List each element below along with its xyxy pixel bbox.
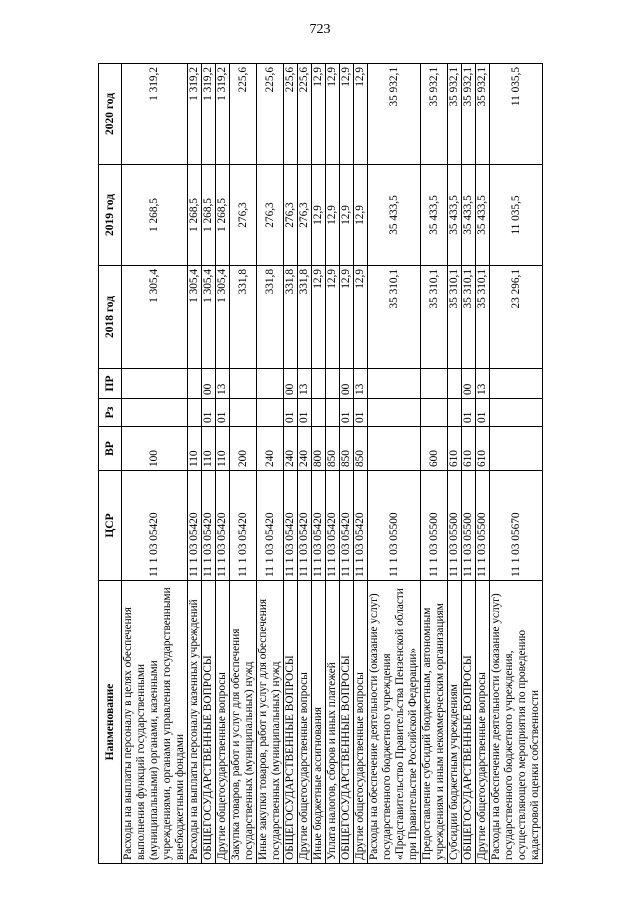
value-2019-cell: 35 433,5 — [476, 165, 490, 266]
csr-cell: 11 1 03 05420 — [326, 471, 340, 581]
header-rz: Рз — [99, 399, 122, 427]
value-2018-cell: 331,8 — [284, 266, 298, 369]
value-2020-cell: 35 932,1 — [368, 64, 421, 165]
name-cell: Закупка товаров, работ и услуг для обеспечения государственных (муниципальных) нужд — [230, 581, 257, 864]
vr-cell: 800 — [312, 427, 326, 471]
value-2019-cell: 12,9 — [340, 165, 354, 266]
pr-cell: 13 — [354, 369, 368, 399]
value-2019-cell: 276,3 — [284, 165, 298, 266]
csr-cell: 11 1 03 05500 — [448, 471, 462, 581]
rz-cell — [188, 399, 202, 427]
table-header-row — [99, 64, 122, 864]
value-2020-cell: 225,6 — [257, 64, 284, 165]
value-2018-cell: 35 310,1 — [448, 266, 462, 369]
pr-cell — [257, 369, 284, 399]
csr-cell: 11 1 03 05420 — [298, 471, 312, 581]
pr-cell — [230, 369, 257, 399]
table-row — [462, 64, 476, 864]
pr-cell: 00 — [284, 369, 298, 399]
csr-cell: 11 1 03 05420 — [354, 471, 368, 581]
value-2020-cell: 1 319,2 — [202, 64, 216, 165]
value-2020-cell: 12,9 — [354, 64, 368, 165]
value-2019-cell: 12,9 — [326, 165, 340, 266]
rz-cell: 01 — [354, 399, 368, 427]
vr-cell — [490, 427, 543, 471]
header-2020: 2020 год — [99, 64, 122, 165]
value-2019-cell: 276,3 — [257, 165, 284, 266]
value-2018-cell: 35 310,1 — [421, 266, 448, 369]
table-row — [188, 64, 202, 864]
value-2019-cell: 1 268,5 — [216, 165, 230, 266]
pr-cell: 00 — [340, 369, 354, 399]
name-cell: Расходы на обеспечение деятельности (оказание услуг) государственного бюджетного учреждения, осуществляющего мероприятия по проведению кадастровой оценки собственности — [490, 581, 543, 864]
pr-cell: 13 — [476, 369, 490, 399]
name-cell: ОБЩЕГОСУДАРСТВЕННЫЕ ВОПРОСЫ — [202, 581, 216, 864]
rz-cell — [326, 399, 340, 427]
value-2018-cell: 1 305,4 — [188, 266, 202, 369]
value-2018-cell: 1 305,4 — [202, 266, 216, 369]
header-csr: ЦСР — [99, 471, 122, 581]
value-2020-cell: 35 932,1 — [476, 64, 490, 165]
value-2019-cell: 35 433,5 — [462, 165, 476, 266]
vr-cell: 600 — [421, 427, 448, 471]
name-cell: Расходы на выплаты персоналу казенных учреждений — [188, 581, 202, 864]
pr-cell — [448, 369, 462, 399]
rz-cell — [448, 399, 462, 427]
csr-cell: 11 1 03 05420 — [202, 471, 216, 581]
table-row — [448, 64, 462, 864]
value-2019-cell: 12,9 — [312, 165, 326, 266]
header-vr: ВР — [99, 427, 122, 471]
name-cell: Другие общегосударственные вопросы — [216, 581, 230, 864]
csr-cell: 11 1 03 05420 — [188, 471, 202, 581]
value-2019-cell: 1 268,5 — [122, 165, 188, 266]
page-number: 723 — [309, 22, 331, 37]
rz-cell: 01 — [340, 399, 354, 427]
csr-cell: 11 1 03 05420 — [340, 471, 354, 581]
value-2018-cell: 12,9 — [312, 266, 326, 369]
value-2020-cell: 12,9 — [312, 64, 326, 165]
csr-cell: 11 1 03 05420 — [312, 471, 326, 581]
value-2018-cell: 12,9 — [326, 266, 340, 369]
value-2019-cell: 276,3 — [230, 165, 257, 266]
value-2020-cell: 1 319,2 — [216, 64, 230, 165]
table-row — [476, 64, 490, 864]
name-cell: Расходы на обеспечение деятельности (оказание услуг) государственного бюджетного учреждения «Представительство Правительства Пензенской области при Правительстве Российской Федерации» — [368, 581, 421, 864]
vr-cell: 610 — [448, 427, 462, 471]
table-row — [354, 64, 368, 864]
value-2020-cell: 35 932,1 — [462, 64, 476, 165]
value-2020-cell: 12,9 — [326, 64, 340, 165]
value-2018-cell: 35 310,1 — [476, 266, 490, 369]
csr-cell: 11 1 03 05500 — [421, 471, 448, 581]
rz-cell — [230, 399, 257, 427]
rz-cell — [490, 399, 543, 427]
name-cell: ОБЩЕГОСУДАРСТВЕННЫЕ ВОПРОСЫ — [284, 581, 298, 864]
name-cell: Другие общегосударственные вопросы — [298, 581, 312, 864]
value-2018-cell: 331,8 — [230, 266, 257, 369]
value-2020-cell: 35 932,1 — [421, 64, 448, 165]
vr-cell: 110 — [216, 427, 230, 471]
value-2020-cell: 225,6 — [298, 64, 312, 165]
rz-cell — [257, 399, 284, 427]
vr-cell: 240 — [257, 427, 284, 471]
value-2018-cell: 12,9 — [354, 266, 368, 369]
header-pr: ПР — [99, 369, 122, 399]
rz-cell: 01 — [462, 399, 476, 427]
vr-cell: 850 — [340, 427, 354, 471]
value-2018-cell: 331,8 — [257, 266, 284, 369]
pr-cell — [421, 369, 448, 399]
pr-cell — [368, 369, 421, 399]
csr-cell: 11 1 03 05420 — [230, 471, 257, 581]
value-2018-cell: 1 305,4 — [122, 266, 188, 369]
name-cell: Расходы на выплаты персоналу в целях обеспечения выполнения функций государственными (муниципальными) органами, казенными учреждениями, органами управления государственными внебюджетными фондами — [122, 581, 188, 864]
table-row — [340, 64, 354, 864]
pr-cell — [490, 369, 543, 399]
table-row — [257, 64, 284, 864]
value-2020-cell: 11 035,5 — [490, 64, 543, 165]
csr-cell: 11 1 03 05420 — [216, 471, 230, 581]
value-2019-cell: 11 035,5 — [490, 165, 543, 266]
pr-cell: 00 — [462, 369, 476, 399]
value-2018-cell: 35 310,1 — [368, 266, 421, 369]
csr-cell: 11 1 03 05500 — [476, 471, 490, 581]
table-row — [202, 64, 216, 864]
value-2020-cell: 12,9 — [340, 64, 354, 165]
table-body — [122, 64, 543, 864]
vr-cell: 110 — [202, 427, 216, 471]
value-2019-cell: 12,9 — [354, 165, 368, 266]
table-row — [421, 64, 448, 864]
rz-cell: 01 — [216, 399, 230, 427]
name-cell: Предоставление субсидий бюджетным, автономным учреждениям и иным некоммерческим организациям — [421, 581, 448, 864]
budget-table-rotated — [98, 64, 548, 864]
name-cell: Другие общегосударственные вопросы — [354, 581, 368, 864]
csr-cell: 11 1 03 05500 — [368, 471, 421, 581]
header-2018: 2018 год — [99, 266, 122, 369]
name-cell: Иные бюджетные ассигнования — [312, 581, 326, 864]
value-2018-cell: 12,9 — [340, 266, 354, 369]
table-row — [216, 64, 230, 864]
table-row — [490, 64, 543, 864]
table-row — [284, 64, 298, 864]
vr-cell: 110 — [188, 427, 202, 471]
vr-cell: 100 — [122, 427, 188, 471]
vr-cell: 850 — [326, 427, 340, 471]
value-2020-cell: 1 319,2 — [122, 64, 188, 165]
value-2018-cell: 23 296,1 — [490, 266, 543, 369]
vr-cell: 240 — [298, 427, 312, 471]
value-2018-cell: 35 310,1 — [462, 266, 476, 369]
value-2019-cell: 276,3 — [298, 165, 312, 266]
csr-cell: 11 1 03 05670 — [490, 471, 543, 581]
value-2018-cell: 331,8 — [298, 266, 312, 369]
table-row — [312, 64, 326, 864]
csr-cell: 11 1 03 05500 — [462, 471, 476, 581]
table-row — [326, 64, 340, 864]
rz-cell: 01 — [284, 399, 298, 427]
pr-cell: 00 — [202, 369, 216, 399]
value-2020-cell: 1 319,2 — [188, 64, 202, 165]
vr-cell: 200 — [230, 427, 257, 471]
header-2019: 2019 год — [99, 165, 122, 266]
pr-cell — [312, 369, 326, 399]
pr-cell — [122, 369, 188, 399]
name-cell: ОБЩЕГОСУДАРСТВЕННЫЕ ВОПРОСЫ — [462, 581, 476, 864]
name-cell: Иные закупки товаров, работ и услуг для обеспечения государственных (муниципальных) нужд — [257, 581, 284, 864]
value-2020-cell: 225,6 — [230, 64, 257, 165]
rz-cell — [122, 399, 188, 427]
pr-cell — [188, 369, 202, 399]
rz-cell — [421, 399, 448, 427]
table-row — [122, 64, 188, 864]
pr-cell: 13 — [298, 369, 312, 399]
vr-cell: 610 — [462, 427, 476, 471]
name-cell: ОБЩЕГОСУДАРСТВЕННЫЕ ВОПРОСЫ — [340, 581, 354, 864]
csr-cell: 11 1 03 05420 — [122, 471, 188, 581]
vr-cell: 850 — [354, 427, 368, 471]
name-cell: Субсидии бюджетным учреждениям — [448, 581, 462, 864]
value-2019-cell: 35 433,5 — [421, 165, 448, 266]
budget-table — [98, 63, 543, 864]
vr-cell — [368, 427, 421, 471]
rz-cell: 01 — [202, 399, 216, 427]
csr-cell: 11 1 03 05420 — [284, 471, 298, 581]
header-name: Наименование — [99, 581, 122, 864]
name-cell: Уплата налогов, сборов и иных платежей — [326, 581, 340, 864]
value-2019-cell: 35 433,5 — [368, 165, 421, 266]
value-2019-cell: 35 433,5 — [448, 165, 462, 266]
value-2020-cell: 35 932,1 — [448, 64, 462, 165]
name-cell: Другие общегосударственные вопросы — [476, 581, 490, 864]
value-2019-cell: 1 268,5 — [202, 165, 216, 266]
table-row — [298, 64, 312, 864]
rz-cell: 01 — [476, 399, 490, 427]
pr-cell: 13 — [216, 369, 230, 399]
table-row — [368, 64, 421, 864]
value-2018-cell: 1 305,4 — [216, 266, 230, 369]
rz-cell — [312, 399, 326, 427]
csr-cell: 11 1 03 05420 — [257, 471, 284, 581]
table-row — [230, 64, 257, 864]
value-2019-cell: 1 268,5 — [188, 165, 202, 266]
vr-cell: 610 — [476, 427, 490, 471]
pr-cell — [326, 369, 340, 399]
value-2020-cell: 225,6 — [284, 64, 298, 165]
rz-cell: 01 — [298, 399, 312, 427]
vr-cell: 240 — [284, 427, 298, 471]
rz-cell — [368, 399, 421, 427]
